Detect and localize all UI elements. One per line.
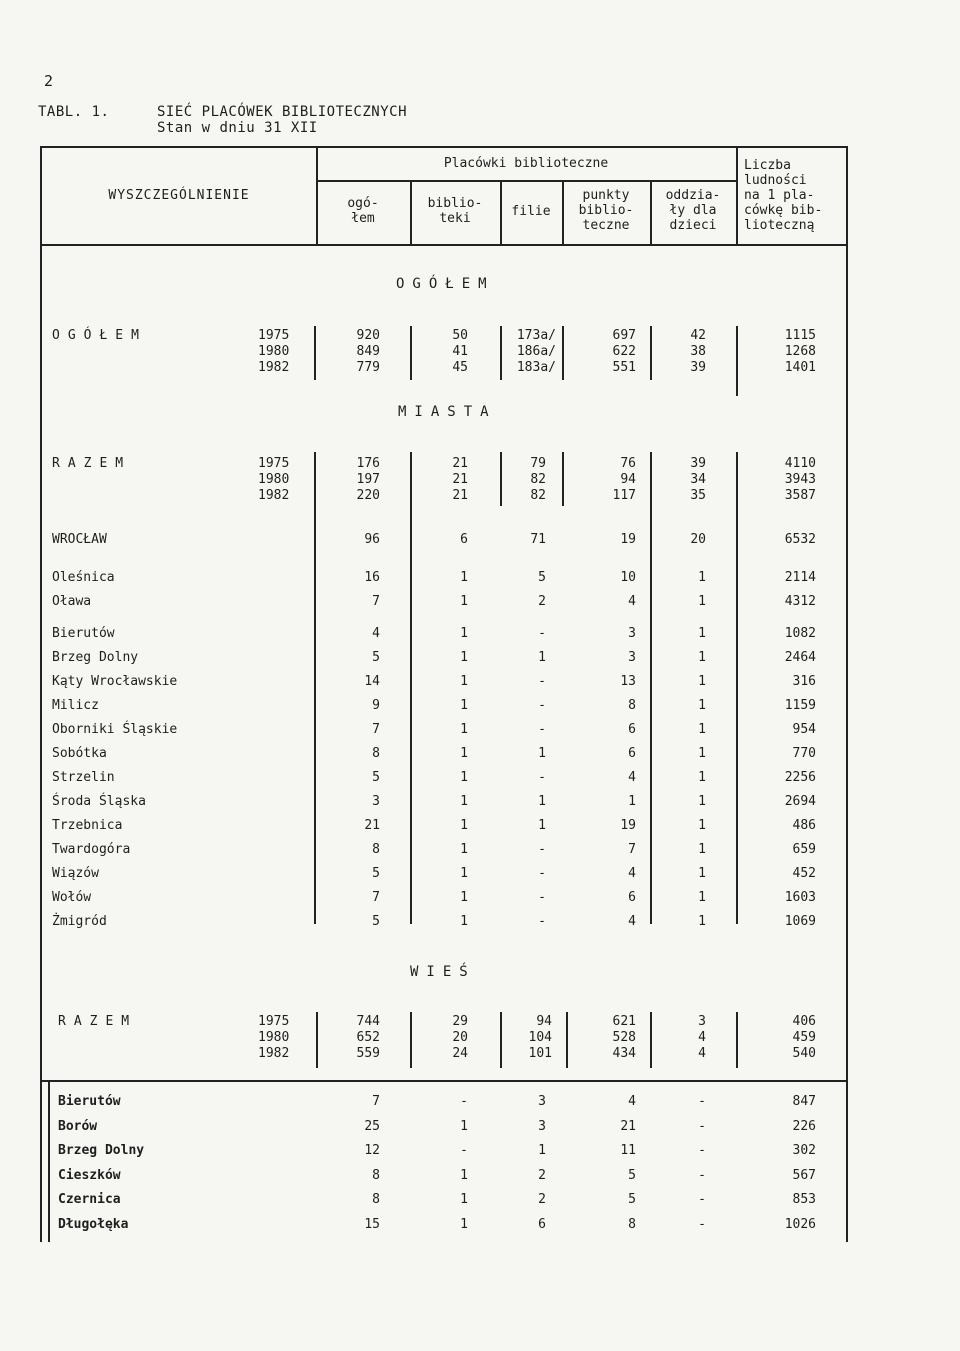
cell-ogolem: 7: [372, 722, 380, 737]
group-ludnosc-values: 406 459 540: [792, 1014, 816, 1061]
cell-filie: 1: [538, 650, 546, 665]
group-punkty-values: 76 94 117: [612, 456, 636, 503]
cell-punkty: 3: [628, 626, 636, 641]
cell-filie: -: [538, 914, 546, 929]
cell-oddzialy: -: [698, 1192, 706, 1207]
group-bar: [410, 1012, 412, 1068]
cell-ludnosc: 6532: [784, 532, 816, 547]
row-name: Brzeg Dolny: [52, 650, 139, 665]
group-ludnosc-values: 1115 1268 1401: [784, 328, 816, 375]
row-name: Borów: [58, 1118, 98, 1134]
cell-biblioteki: 1: [460, 626, 468, 641]
header-col-filie: filie: [511, 204, 551, 219]
cell-ludnosc: 853: [792, 1192, 816, 1207]
table-row: [0, 890, 960, 914]
row-name: Trzebnica: [52, 818, 123, 833]
cell-ogolem: 9: [372, 698, 380, 713]
cell-ogolem: 14: [364, 674, 380, 689]
table-row: [0, 1094, 960, 1118]
cell-biblioteki: 1: [460, 1216, 468, 1232]
table-row: [0, 866, 960, 890]
header-col-ludnosc: Liczba ludności na 1 pla- cówkę bib- lioteczną: [744, 158, 823, 233]
row-name: Sobótka: [52, 746, 107, 761]
table-row: [0, 842, 960, 866]
group-filie-values: 79 82 82: [530, 456, 546, 503]
group-name: OGÓŁEM: [52, 328, 147, 343]
cell-biblioteki: 1: [460, 570, 468, 585]
cell-filie: 1: [538, 818, 546, 833]
cell-biblioteki: 6: [460, 532, 468, 547]
cell-ludnosc: 486: [792, 818, 816, 833]
cell-oddzialy: 1: [698, 914, 706, 929]
group-biblioteki-values: 21 21 21: [452, 456, 468, 503]
group-ludnosc-values: 4110 3943 3587: [784, 456, 816, 503]
cell-filie: 6: [538, 1216, 546, 1232]
row-name: Twardogóra: [52, 842, 131, 857]
cell-filie: -: [538, 722, 546, 737]
cell-punkty: 19: [620, 818, 636, 833]
header-col-punkty: punkty biblio- teczne: [578, 188, 634, 233]
cell-punkty: 6: [628, 890, 636, 905]
row-name: WROCŁAW: [52, 532, 107, 547]
cell-ogolem: 3: [372, 794, 380, 809]
cell-oddzialy: 1: [698, 722, 706, 737]
table-subtitle: Stan w dniu 31 XII: [157, 120, 318, 136]
table-row: [0, 794, 960, 818]
cell-punkty: 1: [628, 794, 636, 809]
cell-ogolem: 5: [372, 650, 380, 665]
cell-ludnosc: 4312: [784, 594, 816, 609]
cell-punkty: 5: [628, 1167, 636, 1183]
cell-oddzialy: 1: [698, 746, 706, 761]
table-row: [0, 770, 960, 794]
cell-filie: -: [538, 698, 546, 713]
cell-filie: 1: [538, 1143, 546, 1158]
section-title-wies: WIEŚ: [410, 964, 476, 980]
group-filie-values: 173a/ 186a/ 183a/: [516, 328, 556, 375]
group-bar: [500, 1012, 502, 1068]
cell-ludnosc: 1603: [784, 890, 816, 905]
row-name: Kąty Wrocławskie: [52, 674, 178, 689]
cell-filie: -: [538, 866, 546, 881]
row-name: Oborniki Śląskie: [52, 722, 178, 737]
group-oddzialy-values: 42 38 39: [690, 328, 706, 375]
rural-header-divider: [40, 1080, 848, 1082]
group-oddzialy-values: 3 4 4: [698, 1014, 706, 1061]
table-row: [0, 746, 960, 770]
row-name: Długołęka: [58, 1216, 129, 1232]
group-bar: [316, 1012, 318, 1068]
group-bar: [650, 326, 652, 380]
cell-filie: 1: [538, 746, 546, 761]
cell-oddzialy: 1: [698, 698, 706, 713]
row-name: Milicz: [52, 698, 99, 713]
group-years: 1975 1980 1982: [258, 1014, 290, 1061]
table-row: [0, 570, 960, 594]
header-group: Placówki biblioteczne: [443, 156, 609, 171]
cell-ogolem: 25: [364, 1118, 380, 1134]
cell-oddzialy: 1: [698, 570, 706, 585]
cell-filie: 2: [538, 1167, 546, 1183]
cell-ogolem: 8: [372, 1192, 380, 1207]
section-title-ogolem: OGÓŁEM: [396, 276, 495, 292]
row-name: Strzelin: [52, 770, 115, 785]
cell-ludnosc: 1082: [784, 626, 816, 641]
cell-filie: -: [538, 890, 546, 905]
header-col-oddzialy: oddzia- ły dla dzieci: [665, 188, 721, 233]
cell-punkty: 3: [628, 650, 636, 665]
table-row: [0, 650, 960, 674]
table-row: [0, 722, 960, 746]
table-row: [0, 1143, 960, 1167]
table-label: TABL. 1.: [38, 104, 110, 120]
cell-biblioteki: 1: [460, 674, 468, 689]
header-col-ogolem: ogó- łem: [347, 196, 379, 226]
cell-biblioteki: 1: [460, 890, 468, 905]
cell-punkty: 8: [628, 698, 636, 713]
cell-oddzialy: 1: [698, 594, 706, 609]
group-biblioteki-values: 29 20 24: [452, 1014, 468, 1061]
header-col-biblioteki: biblio- teki: [427, 196, 483, 226]
group-name: RAZEM: [52, 456, 132, 471]
cell-biblioteki: -: [460, 1143, 468, 1158]
group-name: RAZEM: [58, 1014, 138, 1029]
row-name: Żmigród: [52, 914, 107, 929]
cell-ogolem: 8: [372, 1167, 380, 1183]
cell-ludnosc: 954: [792, 722, 816, 737]
table-row: [0, 818, 960, 842]
cell-ludnosc: 302: [792, 1143, 816, 1158]
table-row: [0, 1217, 960, 1241]
cell-filie: 1: [538, 794, 546, 809]
cell-punkty: 4: [628, 594, 636, 609]
cell-oddzialy: 1: [698, 890, 706, 905]
cell-biblioteki: 1: [460, 594, 468, 609]
table-row: [0, 626, 960, 650]
cell-ogolem: 21: [364, 818, 380, 833]
group-bar: [566, 1012, 568, 1068]
cell-biblioteki: 1: [460, 770, 468, 785]
cell-ludnosc: 2256: [784, 770, 816, 785]
cell-ludnosc: 316: [792, 674, 816, 689]
group-bar: [736, 1012, 738, 1068]
cell-ogolem: 7: [372, 1094, 380, 1109]
cell-punkty: 6: [628, 746, 636, 761]
cell-ogolem: 7: [372, 890, 380, 905]
cell-filie: 3: [538, 1118, 546, 1134]
table-row: [0, 594, 960, 618]
table-title: SIEĆ PLACÓWEK BIBLIOTECZNYCH: [157, 104, 408, 120]
group-bar: [500, 326, 502, 380]
table-row: [0, 532, 960, 556]
group-ogolem-values: 920 849 779: [356, 328, 380, 375]
cell-punkty: 4: [628, 1094, 636, 1109]
cell-oddzialy: 20: [690, 532, 706, 547]
cell-oddzialy: 1: [698, 866, 706, 881]
cell-oddzialy: -: [698, 1118, 706, 1134]
cell-ogolem: 7: [372, 594, 380, 609]
group-ogolem-values: 176 197 220: [356, 456, 380, 503]
group-bar: [562, 326, 564, 380]
group-bar: [650, 1012, 652, 1068]
cell-filie: 2: [538, 594, 546, 609]
cell-oddzialy: -: [698, 1167, 706, 1183]
cell-oddzialy: -: [698, 1216, 706, 1232]
cell-ludnosc: 452: [792, 866, 816, 881]
cell-biblioteki: 1: [460, 794, 468, 809]
group-years: 1975 1980 1982: [258, 456, 290, 503]
cell-ludnosc: 1069: [784, 914, 816, 929]
cell-punkty: 8: [628, 1216, 636, 1232]
row-name: Środa Śląska: [52, 794, 146, 809]
table-row: [0, 1192, 960, 1216]
cell-punkty: 21: [620, 1118, 636, 1134]
header-stub: WYSZCZEGÓLNIENIE: [108, 188, 250, 203]
cell-biblioteki: 1: [460, 650, 468, 665]
cell-ogolem: 8: [372, 842, 380, 857]
row-name: Oława: [52, 594, 92, 609]
cell-punkty: 10: [620, 570, 636, 585]
row-name: Cieszków: [58, 1167, 121, 1183]
cell-filie: 71: [530, 532, 546, 547]
cell-filie: 2: [538, 1192, 546, 1207]
cell-ogolem: 4: [372, 626, 380, 641]
cell-biblioteki: 1: [460, 746, 468, 761]
cell-ludnosc: 1026: [784, 1216, 816, 1232]
column-bar: [562, 452, 564, 506]
group-punkty-values: 621 528 434: [612, 1014, 636, 1061]
cell-ogolem: 5: [372, 914, 380, 929]
row-name: Wiązów: [52, 866, 99, 881]
cell-punkty: 11: [620, 1143, 636, 1158]
cell-filie: 5: [538, 570, 546, 585]
table-row: [0, 1168, 960, 1192]
section-title-miasta: MIASTA: [398, 404, 497, 420]
cell-biblioteki: 1: [460, 914, 468, 929]
cell-biblioteki: 1: [460, 1167, 468, 1183]
group-bar: [736, 326, 738, 396]
cell-oddzialy: 1: [698, 650, 706, 665]
cell-punkty: 5: [628, 1192, 636, 1207]
cell-biblioteki: 1: [460, 866, 468, 881]
group-biblioteki-values: 50 41 45: [452, 328, 468, 375]
row-name: Bierutów: [52, 626, 115, 641]
cell-filie: 3: [538, 1094, 546, 1109]
cell-oddzialy: 1: [698, 770, 706, 785]
cell-ludnosc: 226: [792, 1118, 816, 1134]
cell-biblioteki: -: [460, 1094, 468, 1109]
cell-ludnosc: 2114: [784, 570, 816, 585]
cell-ogolem: 15: [364, 1216, 380, 1232]
cell-filie: -: [538, 842, 546, 857]
cell-biblioteki: 1: [460, 722, 468, 737]
row-name: Wołów: [52, 890, 92, 905]
cell-ludnosc: 2464: [784, 650, 816, 665]
cell-ludnosc: 770: [792, 746, 816, 761]
group-oddzialy-values: 39 34 35: [690, 456, 706, 503]
cell-filie: -: [538, 626, 546, 641]
cell-punkty: 19: [620, 532, 636, 547]
cell-biblioteki: 1: [460, 1118, 468, 1134]
cell-oddzialy: 1: [698, 674, 706, 689]
cell-punkty: 6: [628, 722, 636, 737]
table-row: [0, 674, 960, 698]
table-row: [0, 698, 960, 722]
row-name: Bierutów: [58, 1094, 121, 1109]
header-bottom-border: [40, 244, 848, 246]
table-title-block: [157, 104, 407, 136]
cell-biblioteki: 1: [460, 698, 468, 713]
group-bar: [314, 326, 316, 380]
cell-ogolem: 5: [372, 770, 380, 785]
cell-punkty: 4: [628, 914, 636, 929]
cell-oddzialy: -: [698, 1143, 706, 1158]
row-name: Brzeg Dolny: [58, 1143, 145, 1158]
cell-punkty: 13: [620, 674, 636, 689]
cell-oddzialy: 1: [698, 818, 706, 833]
cell-punkty: 7: [628, 842, 636, 857]
group-years: 1975 1980 1982: [258, 328, 290, 375]
group-ogolem-values: 744 652 559: [356, 1014, 380, 1061]
cell-ogolem: 16: [364, 570, 380, 585]
cell-ogolem: 8: [372, 746, 380, 761]
table-row: [0, 1119, 960, 1143]
group-punkty-values: 697 622 551: [612, 328, 636, 375]
cell-oddzialy: -: [698, 1094, 706, 1109]
group-header-divider: [316, 180, 736, 182]
page-number: 2: [44, 72, 54, 90]
cell-filie: -: [538, 674, 546, 689]
cell-filie: -: [538, 770, 546, 785]
cell-ogolem: 12: [364, 1143, 380, 1158]
row-name: Czernica: [58, 1192, 121, 1207]
cell-ludnosc: 567: [792, 1167, 816, 1183]
cell-punkty: 4: [628, 770, 636, 785]
cell-ludnosc: 2694: [784, 794, 816, 809]
table-row: [0, 914, 960, 938]
cell-punkty: 4: [628, 866, 636, 881]
group-filie-values: 94 104 101: [528, 1014, 552, 1061]
table-top-border: [40, 146, 848, 148]
cell-ludnosc: 1159: [784, 698, 816, 713]
cell-ludnosc: 659: [792, 842, 816, 857]
cell-biblioteki: 1: [460, 842, 468, 857]
cell-ogolem: 5: [372, 866, 380, 881]
cell-oddzialy: 1: [698, 842, 706, 857]
cell-ludnosc: 847: [792, 1094, 816, 1109]
row-name: Oleśnica: [52, 570, 115, 585]
column-bar: [500, 452, 502, 506]
cell-biblioteki: 1: [460, 1192, 468, 1207]
cell-oddzialy: 1: [698, 626, 706, 641]
cell-biblioteki: 1: [460, 818, 468, 833]
cell-oddzialy: 1: [698, 794, 706, 809]
cell-ogolem: 96: [364, 532, 380, 547]
group-bar: [410, 326, 412, 380]
